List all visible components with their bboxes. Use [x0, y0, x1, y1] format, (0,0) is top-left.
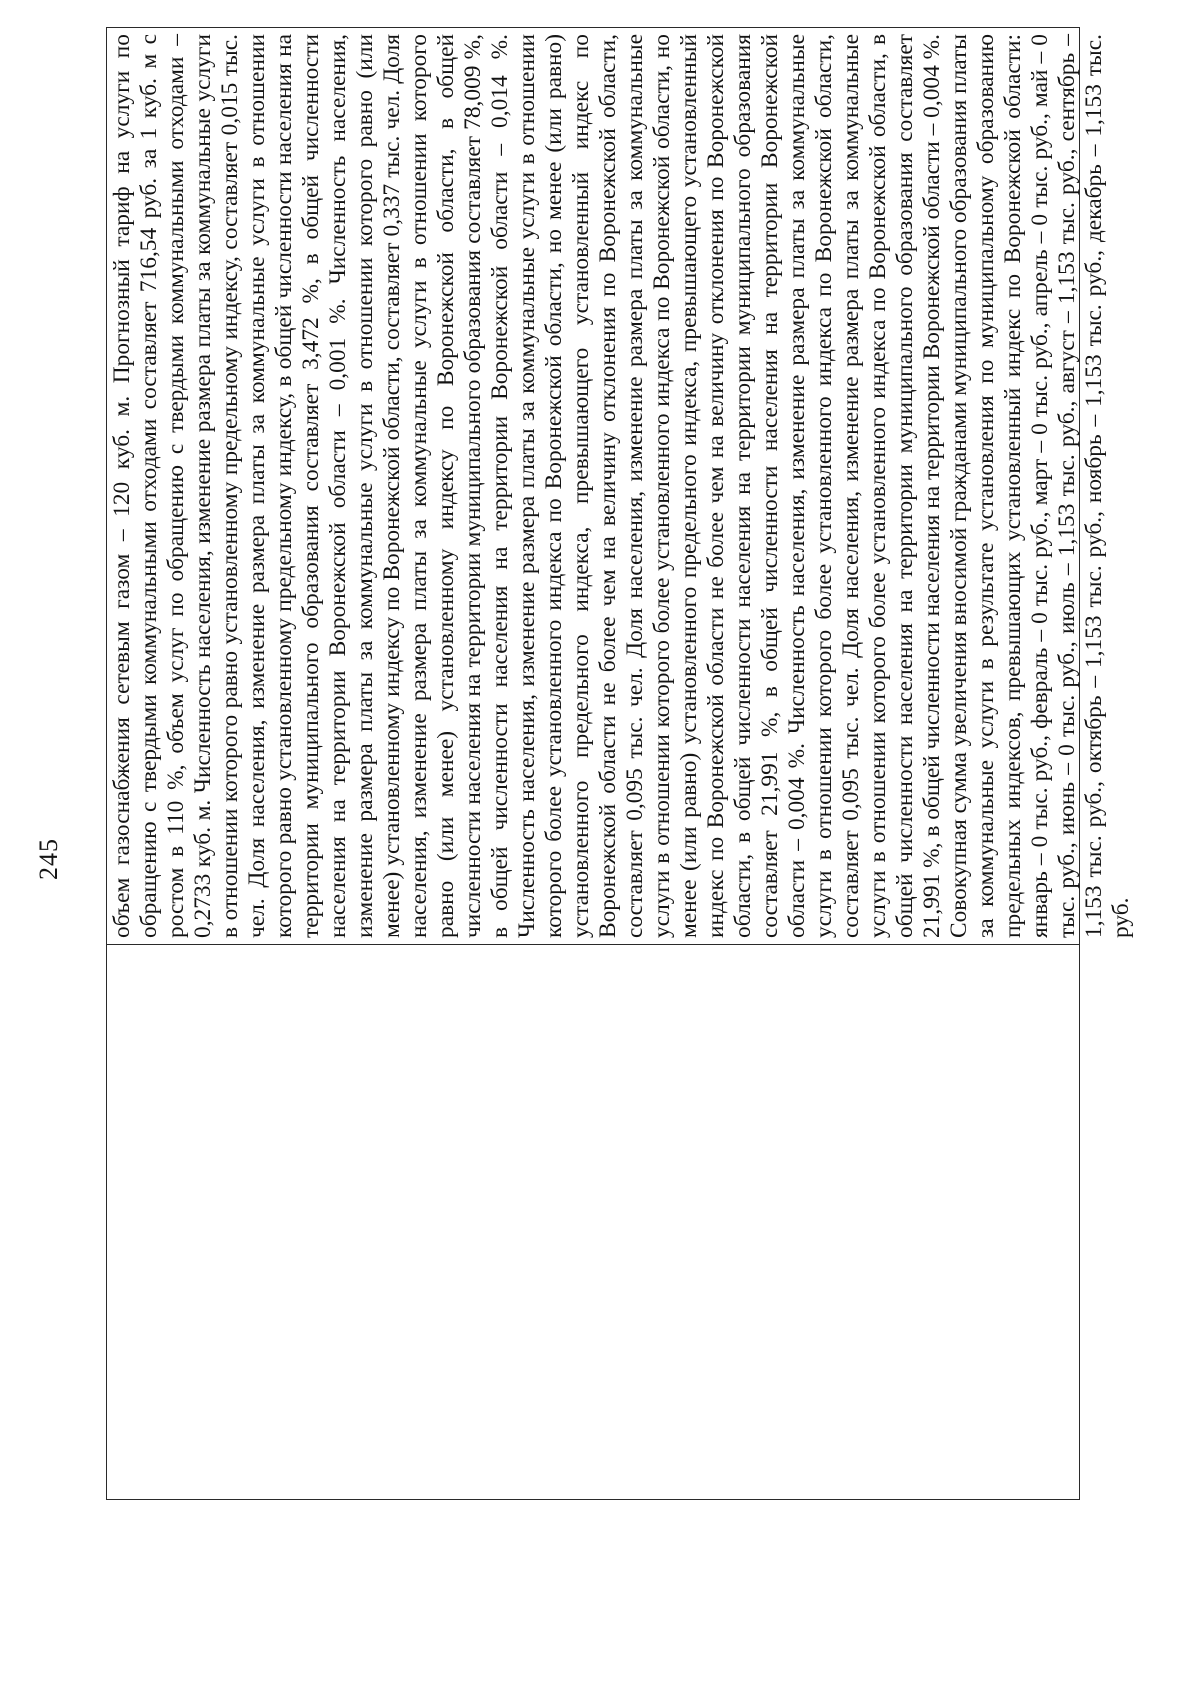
page-number: 245	[34, 838, 63, 880]
right-cell-text: объем газоснабжения сетевым газом – 120 куб. м. Прогнозный тариф на услуги по обращению с твердыми коммунальными отходами составляет 716,54 руб. за 1 куб. м с ростом в 110 %, объем услуг по обращению с твердыми коммунальными отходами – 0,2733 куб. м. Численность населения, изменение размера платы за коммунальные услуги в отношении которого равно установленному предельному индексу, составляет 0,015 тыс. чел. Доля населения, изменение размера платы за коммунальные услуги в отношении которого равно установленному предельному индексу, в общей численности населения на территории муниципального образования составляет 3,472 %, в общей численности населения на территории Воронежской области – 0,001 %. Численность населения, изменение размера платы за коммунальные услуги в отношении которого равно (или менее) установленному индексу по Воронежской области, составляет 0,337 тыс. чел. Доля населения, изменение размера платы за коммунальные услуги в отношении которого равно (или менее) установленному индексу по Воронежской области, в общей численности населения на территории муниципального образования составляет 78,009 %, в общей численности населения на территории Воронежской области – 0,014 %. Численность населения, изменение размера платы за коммунальные услуги в отношении которого более установленного индекса по Воронежской области, но менее (или равно) установленного предельного индекса, превышающего установленный индекс по Воронежской области не более чем на величину отклонения по Воронежской области, составляет 0,095 тыс. чел. Доля населения, изменение размера платы за коммунальные услуги в отношении которого более установленного индекса по Воронежской области, но менее (или равно) установленного предельного индекса, превышающего установленный индекс по Воронежской области не более чем на величину отклонения по Воронежской области, в общей численности населения на территории муниципального образования составляет 21,991 %, в общей численности населения на территории Воронежской области – 0,004 %. Численность населения, изменение размера платы за коммунальные услуги в отношении которого более установленного индекса по Воронежской области, составляет 0,095 тыс. чел. Доля населения, изменение размера платы за коммунальные услуги в отношении которого более установленного индекса по Воронежской области, в общей численности населения на территории муниципального образования составляет 21,991 %, в общей численности населения на территории Воронежской области – 0,004 %. Совокупная сумма увеличения вносимой гражданами муниципального образования платы за коммунальные услуги в результате установления по муниципальному образованию предельных индексов, превышающих установленный индекс по Воронежской области: январь – 0 тыс. руб., февраль – 0 тыс. руб., март – 0 тыс. руб., апрель – 0 тыс. руб., май – 0 тыс. руб., июнь – 0 тыс. руб., июль – 1,153 тыс. руб., август – 1,153 тыс. руб., сентябрь – 1,153 тыс. руб., октябрь – 1,153 тыс. руб., ноябрь – 1,153 тыс. руб., декабрь – 1,153 тыс. руб.	[109, 34, 1134, 938]
table-cell-right	[107, 28, 1134, 944]
table-cell-left	[107, 944, 1079, 1499]
document-table	[106, 27, 1134, 1500]
